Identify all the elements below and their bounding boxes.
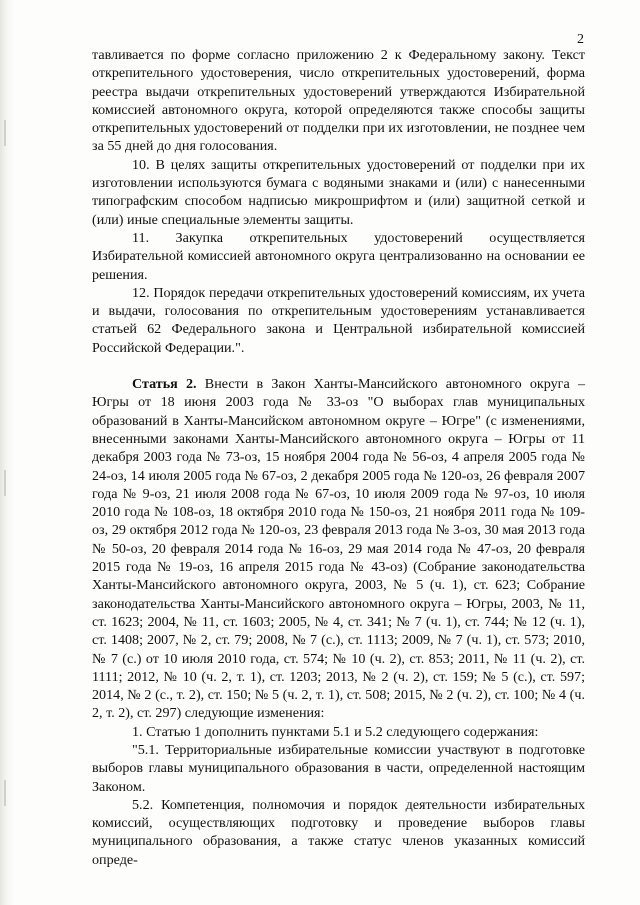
amendment-item-1: 1. Статью 1 дополнить пунктами 5.1 и 5.2 следующего содержания: (132, 723, 539, 740)
scan-artifact (4, 470, 6, 496)
paragraph-item-12: 12. Порядок передачи открепительных удостоверений комиссиям, их учета и выдачи, голосования по открепительным удостоверениям устанавливается статьей 62 Федерального закона и Центральной избирательной комиссией Российской Федерации.". (92, 284, 585, 356)
article-label: Статья 2. (132, 376, 197, 393)
amendment-point-5-1: "5.1. Территориальные избирательные комиссии участвуют в подготовке выборов главы муниципального образования в части, определенной настоящим Законом. (92, 741, 585, 795)
scan-artifact (4, 780, 6, 806)
scan-binding-edge (0, 0, 14, 905)
scan-artifact (4, 120, 6, 146)
paragraph-continuation: тавливается по форме согласно приложению 2 к Федеральному закону. Текст открепительного удостоверения, число открепительных удостоверений, форма реестра выдачи открепительных удостоверений утверждаются Избирательной комиссией автономного округа, которой определяются также способы защиты открепительных удостоверений от подделки при их изготовлении, не позднее чем за 55 дней до дня голосования. (92, 47, 585, 155)
document-body (92, 46, 585, 869)
page-number: 2 (577, 32, 584, 47)
article-text: Внести в Закон Ханты-Мансийского автономного округа – Югры от 18 июня 2003 года № 33-оз "О выборах глав муниципальных образований в Ханты-Мансийском автономном округе – Югре" (с изменениями, внесенными законами Ханты-Мансийского автономного округа – Югры от 11 декабря 2003 года № 73-оз, 15 ноября 2004 года № 56-оз, 4 апреля 2005 года № 24-оз, 14 июля 2005 года № 67-оз, 2 декабря 2005 года № 120-оз, 26 февраля 2007 года № 9-оз, 21 июля 2008 года № 67-оз, 10 июля 2009 года № 97-оз, 10 июля 2010 года № 108-оз, 18 октября 2010 года № 150-оз, 21 ноября 2011 года № 109-оз, 29 октября 2012 года № 120-оз, 23 февраля 2013 года № 3-оз, 30 мая 2013 года № 50-оз, 20 февраля 2014 года № 16-оз, 29 мая 2014 года № 47-оз, 20 февраля 2015 года № 19-оз, 16 апреля 2015 года № 43-оз) (Собрание законодательства Ханты-Мансийского автономного округа, 2003, № 5 (ч. 1), ст. 623; Собрание законодательства Ханты-Мансийского автономного округа – Югры, 2003, № 11, ст. 1623; 2004, № 11, ст. 1603; 2005, № 4, ст. 341; № 7 (ч. 1), ст. 744; № 12 (ч. 1), ст. 1408; 2007, № 2, ст. 79; 2008, № 7 (с.), ст. 1113; 2009, № 7 (ч. 1), ст. 573; 2010, № 7 (с.) от 10 июля 2010 года, ст. 574; № 10 (ч. 2), ст. 853; 2011, № 11 (ч. 2), ст. 1111; 2012, № 10 (ч. 2, т. 1), ст. 1203; 2013, № 2 (ч. 2), ст. 159; № 5 (с.), ст. 597; 2014, № 2 (с., т. 2), ст. 150; № 5 (ч. 2, т. 1), ст. 508; 2015, № 2 (ч. 2), ст. 100; № 4 (ч. 2, т. 2), ст. 297) следующие изменения: (92, 376, 585, 722)
paragraph-item-11: 11. Закупка открепительных удостоверений осуществляется Избирательной комиссией автономного округа централизованно на основании ее решения. (92, 229, 585, 283)
article-2-paragraph (92, 375, 585, 723)
paragraph-item-10: 10. В целях защиты открепительных удостоверений от подделки при их изготовлении используются бумага с водяными знаками и (или) с нанесенными типографским способом надписью микрошрифтом и (или) защитной сеткой и (или) иные специальные элементы защиты. (92, 156, 585, 228)
amendment-point-5-2: 5.2. Компетенция, полномочия и порядок деятельности избирательных комиссий, осуществляющих подготовку и проведение выборов главы муниципального образования, а также статус членов указанных комиссий опреде- (92, 796, 585, 868)
